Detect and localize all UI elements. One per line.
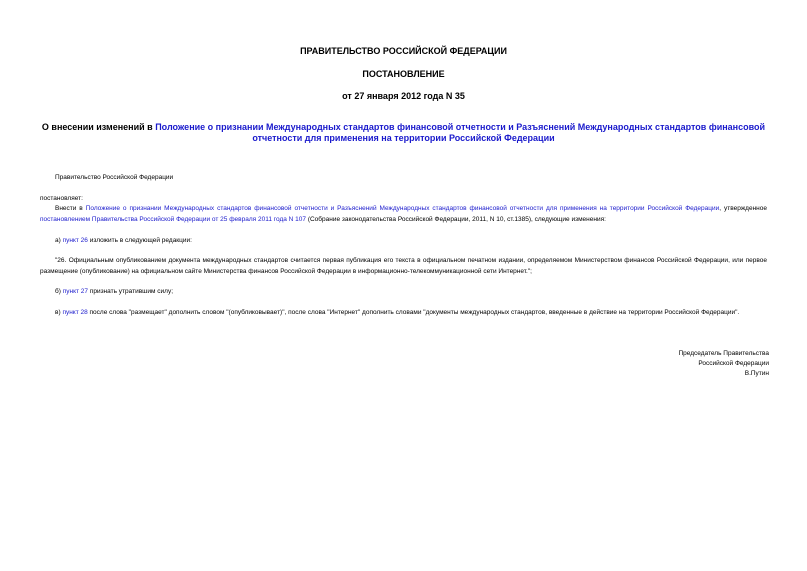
government-label: Правительство Российской Федерации	[55, 174, 174, 181]
item-a	[55, 236, 767, 247]
signature-position: Председатель Правительства	[678, 350, 769, 357]
item-a-link[interactable]: пункт 26	[62, 237, 88, 244]
p1-regulation-link[interactable]: Положение о признании Международных стандартов финансовой отчетности и Разъяснений Международных стандартов финансовой отчетности для применения на территории Российской Федерации	[85, 205, 720, 212]
signature-country: Российской Федерации	[698, 360, 769, 367]
p1-mid: , утвержденное	[719, 205, 767, 212]
decides-label: постановляет:	[40, 195, 83, 202]
item-c-prefix: в)	[55, 309, 63, 316]
item-c-link[interactable]: пункт 28	[62, 309, 88, 316]
p1-prefix: Внести в	[55, 205, 86, 212]
header-organization: ПРАВИТЕЛЬСТВО РОССИЙСКОЙ ФЕДЕРАЦИИ	[300, 46, 507, 56]
document-title	[40, 122, 767, 144]
item-b-suffix: признать утратившим силу;	[88, 288, 174, 295]
signature-name: В.Путин	[744, 370, 769, 377]
header-document-type: ПОСТАНОВЛЕНИЕ	[362, 69, 445, 79]
item-a-prefix: а)	[55, 237, 63, 244]
quoted-paragraph: "26. Официальным опубликованием документа международных стандартов считается первая публикация его текста в официальном печатном издании, определяемом Министерством финансов Российской Федерации, или первое размещение (опубликование) на официальном сайте Министерства финансов Российской Федерации в информационно-телекоммуникационной сети Интернет.";	[40, 257, 767, 275]
paragraph-main	[40, 204, 767, 225]
item-b-link[interactable]: пункт 27	[62, 288, 88, 295]
item-c	[40, 308, 767, 319]
item-c-suffix: после слова "размещает" дополнить словом "(опубликовывает)", после слова "Интернет" дополнить словами "документы международных стандартов, введенные в действие на территории Российской Федерации".	[87, 309, 740, 316]
header-date-number: от 27 января 2012 года N 35	[342, 91, 465, 101]
p1-suffix: (Собрание законодательства Российской Федерации, 2011, N 10, ст.1385), следующие изменения:	[306, 215, 606, 223]
title-link[interactable]: Положение о признании Международных стандартов финансовой отчетности и Разъяснений Международных стандартов финансовой отчетности для применения на территории Российской Федерации	[155, 122, 766, 143]
title-prefix: О внесении изменений в	[41, 122, 156, 132]
item-b-prefix: б)	[55, 288, 63, 295]
item-a-suffix: изложить в следующей редакции:	[87, 237, 192, 244]
item-b	[55, 287, 767, 298]
p1-resolution-link[interactable]: постановлением Правительства Российской Федерации от 25 февраля 2011 года N 107	[40, 215, 307, 223]
